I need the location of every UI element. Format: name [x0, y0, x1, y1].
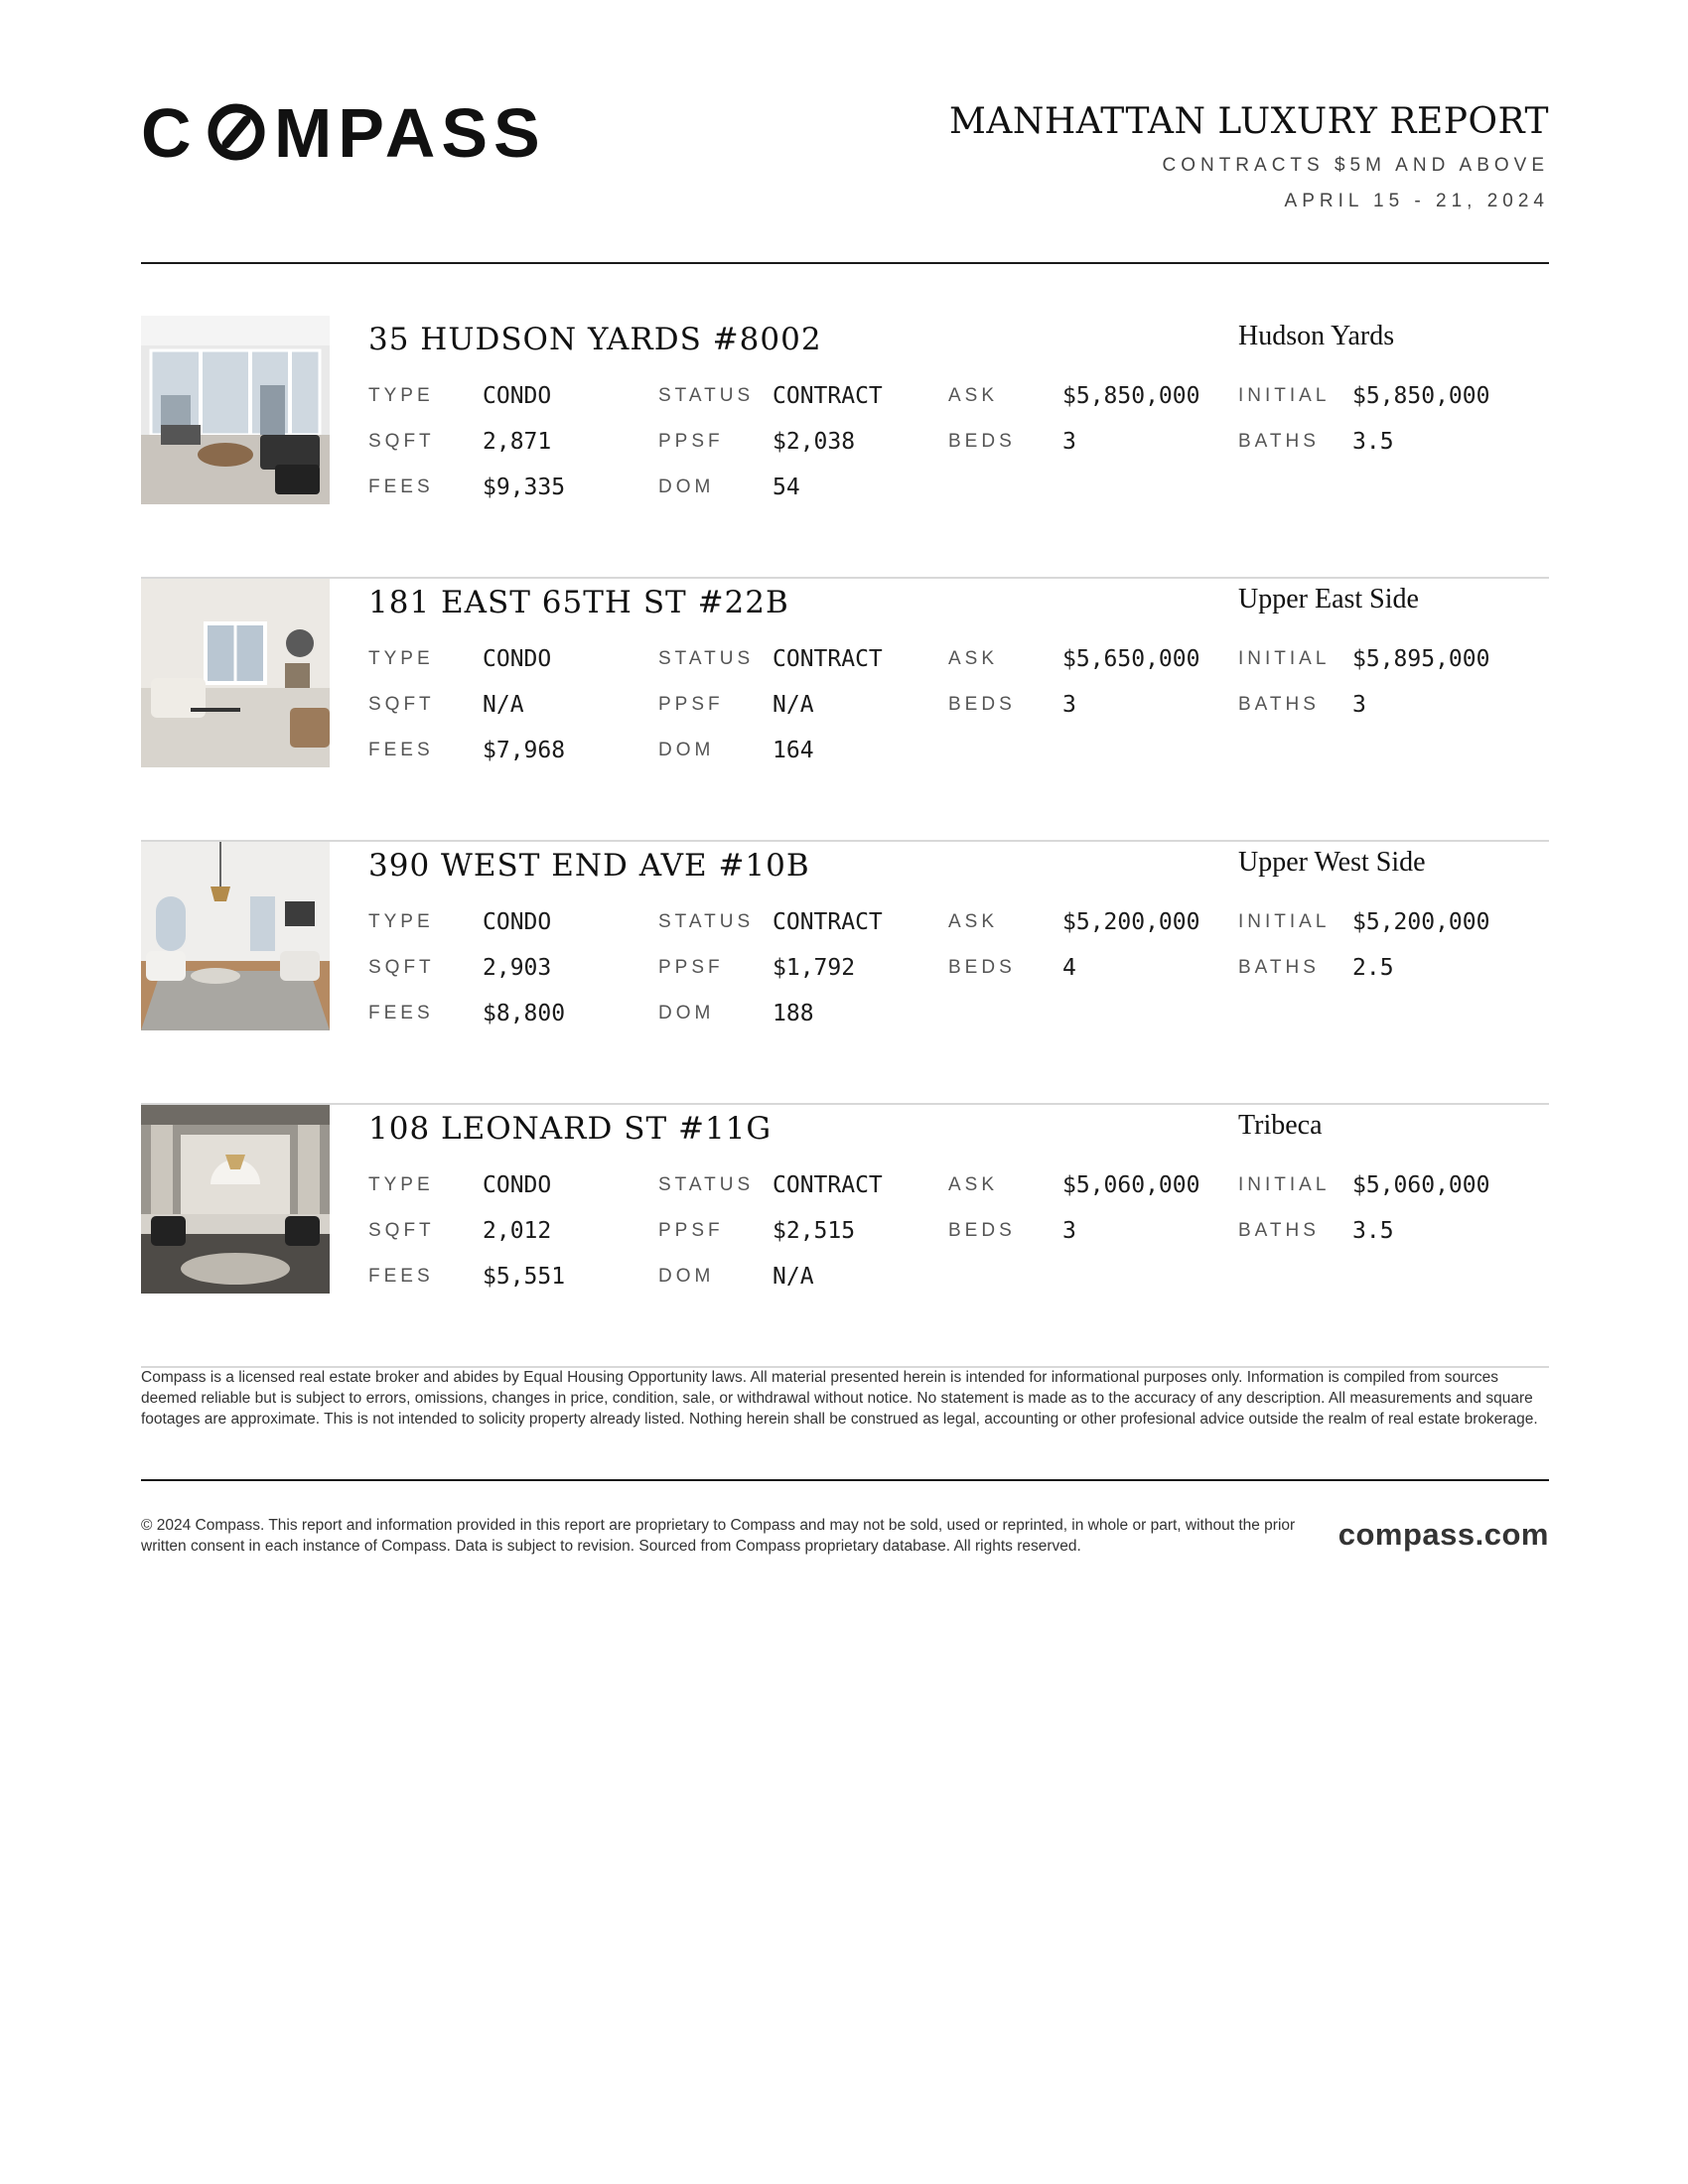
- listing-neighborhood: Upper East Side: [1238, 584, 1419, 614]
- label-sqft: SQFT: [368, 694, 435, 715]
- label-baths: BATHS: [1238, 694, 1320, 715]
- label-ppsf: PPSF: [658, 1220, 724, 1241]
- label-baths: BATHS: [1238, 957, 1320, 978]
- listing-card: [141, 842, 1549, 1105]
- label-sqft: SQFT: [368, 431, 435, 452]
- label-fees: FEES: [368, 740, 434, 760]
- value-status: CONTRACT: [773, 383, 883, 409]
- svg-text:C: C: [141, 99, 198, 169]
- label-baths: BATHS: [1238, 431, 1320, 452]
- value-beds: 4: [1062, 955, 1076, 981]
- legal-disclaimer: Compass is a licensed real estate broker and abides by Equal Housing Opportunity laws. All material presented herein is intended for informational purposes only. Information is compiled from sources deemed reliable but is subject to errors, omissions, changes in price, condition, sale, or withdrawal without notice. No statement is made as to the accuracy of any description. All measurements and square footages are approximate. This is not intended to solicity property already listed. Nothing herein shall be construed as legal, accounting or other profesional advice outside the realm of real estate brokerage.: [141, 1369, 1538, 1428]
- listing-photo: [141, 842, 330, 1030]
- label-type: TYPE: [368, 911, 434, 932]
- value-ppsf: $2,515: [773, 1218, 856, 1244]
- interior-photo-icon: [141, 842, 330, 1030]
- header-divider: [141, 262, 1549, 264]
- label-ppsf: PPSF: [658, 957, 724, 978]
- label-initial: INITIAL: [1238, 648, 1331, 669]
- listing-address: 108 LEONARD ST #11G: [368, 1111, 773, 1147]
- compass-logo: [141, 99, 578, 169]
- value-initial: $5,850,000: [1352, 383, 1490, 409]
- value-beds: 3: [1062, 692, 1076, 718]
- value-ask: $5,650,000: [1062, 646, 1200, 672]
- value-beds: 3: [1062, 1218, 1076, 1244]
- value-dom: 54: [773, 475, 800, 500]
- value-ask: $5,200,000: [1062, 909, 1200, 935]
- listing-photo: [141, 579, 330, 767]
- label-ask: ASK: [948, 385, 999, 406]
- value-sqft: N/A: [483, 692, 524, 718]
- value-fees: $8,800: [483, 1001, 566, 1026]
- label-status: STATUS: [658, 1174, 755, 1195]
- value-baths: 3.5: [1352, 1218, 1394, 1244]
- value-sqft: 2,012: [483, 1218, 552, 1244]
- value-sqft: 2,871: [483, 429, 552, 455]
- value-beds: 3: [1062, 429, 1076, 455]
- value-status: CONTRACT: [773, 1172, 883, 1198]
- value-type: CONDO: [483, 646, 552, 672]
- label-type: TYPE: [368, 385, 434, 406]
- listing-neighborhood: Tribeca: [1238, 1110, 1323, 1141]
- interior-photo-icon: [141, 579, 330, 767]
- value-fees: $9,335: [483, 475, 566, 500]
- label-initial: INITIAL: [1238, 1174, 1331, 1195]
- listing-neighborhood: Hudson Yards: [1238, 321, 1395, 351]
- value-baths: 3.5: [1352, 429, 1394, 455]
- listing-neighborhood: Upper West Side: [1238, 847, 1426, 878]
- listing-address: 390 WEST END AVE #10B: [368, 848, 810, 884]
- label-ask: ASK: [948, 911, 999, 932]
- label-beds: BEDS: [948, 957, 1016, 978]
- value-baths: 2.5: [1352, 955, 1394, 981]
- listing-photo: [141, 1105, 330, 1294]
- footer-divider: [141, 1479, 1549, 1481]
- value-fees: $5,551: [483, 1264, 566, 1290]
- report-title: MANHATTAN LUXURY REPORT: [948, 101, 1549, 142]
- value-ask: $5,850,000: [1062, 383, 1200, 409]
- value-dom: 188: [773, 1001, 814, 1026]
- label-beds: BEDS: [948, 694, 1016, 715]
- value-status: CONTRACT: [773, 646, 883, 672]
- label-fees: FEES: [368, 477, 434, 497]
- label-sqft: SQFT: [368, 1220, 435, 1241]
- value-initial: $5,060,000: [1352, 1172, 1490, 1198]
- label-fees: FEES: [368, 1266, 434, 1287]
- listing-address: 181 EAST 65TH ST #22B: [368, 585, 789, 620]
- value-ppsf: $2,038: [773, 429, 856, 455]
- value-initial: $5,200,000: [1352, 909, 1490, 935]
- label-dom: DOM: [658, 1266, 715, 1287]
- report-header: [141, 99, 1549, 218]
- value-ask: $5,060,000: [1062, 1172, 1200, 1198]
- listing-address: 35 HUDSON YARDS #8002: [368, 322, 822, 357]
- label-status: STATUS: [658, 911, 755, 932]
- copyright-notice: © 2024 Compass. This report and information provided in this report are proprietary to Compass and may not be sold, used or reprinted, in whole or part, without the prior written consent in each instance of Compass. Data is subject to revision. Sourced from Compass proprietary database. All rights reserved.: [141, 1517, 1296, 1555]
- label-beds: BEDS: [948, 1220, 1016, 1241]
- label-beds: BEDS: [948, 431, 1016, 452]
- value-dom: 164: [773, 738, 814, 763]
- label-status: STATUS: [658, 648, 755, 669]
- label-dom: DOM: [658, 477, 715, 497]
- label-dom: DOM: [658, 740, 715, 760]
- value-type: CONDO: [483, 1172, 552, 1198]
- value-ppsf: N/A: [773, 692, 814, 718]
- interior-photo-icon: [141, 1105, 330, 1294]
- label-fees: FEES: [368, 1003, 434, 1024]
- label-dom: DOM: [658, 1003, 715, 1024]
- compass-logo-icon: [141, 99, 578, 169]
- listing-card: [141, 316, 1549, 579]
- value-initial: $5,895,000: [1352, 646, 1490, 672]
- label-baths: BATHS: [1238, 1220, 1320, 1241]
- value-sqft: 2,903: [483, 955, 552, 981]
- label-ppsf: PPSF: [658, 694, 724, 715]
- website-link[interactable]: compass.com: [1337, 1517, 1549, 1552]
- label-status: STATUS: [658, 385, 755, 406]
- label-ppsf: PPSF: [658, 431, 724, 452]
- label-initial: INITIAL: [1238, 385, 1331, 406]
- interior-photo-icon: [141, 316, 330, 504]
- svg-text:MPASS: MPASS: [274, 99, 546, 169]
- label-ask: ASK: [948, 648, 999, 669]
- value-dom: N/A: [773, 1264, 814, 1290]
- label-type: TYPE: [368, 1174, 434, 1195]
- label-type: TYPE: [368, 648, 434, 669]
- listing-card: [141, 1105, 1549, 1368]
- report-subtitle: CONTRACTS $5M AND ABOVE: [1162, 155, 1549, 176]
- value-ppsf: $1,792: [773, 955, 856, 981]
- report-date-range: APRIL 15 - 21, 2024: [1284, 191, 1549, 211]
- value-type: CONDO: [483, 383, 552, 409]
- listing-card: [141, 579, 1549, 842]
- value-type: CONDO: [483, 909, 552, 935]
- label-ask: ASK: [948, 1174, 999, 1195]
- label-initial: INITIAL: [1238, 911, 1331, 932]
- value-baths: 3: [1352, 692, 1366, 718]
- listing-photo: [141, 316, 330, 504]
- label-sqft: SQFT: [368, 957, 435, 978]
- value-status: CONTRACT: [773, 909, 883, 935]
- value-fees: $7,968: [483, 738, 566, 763]
